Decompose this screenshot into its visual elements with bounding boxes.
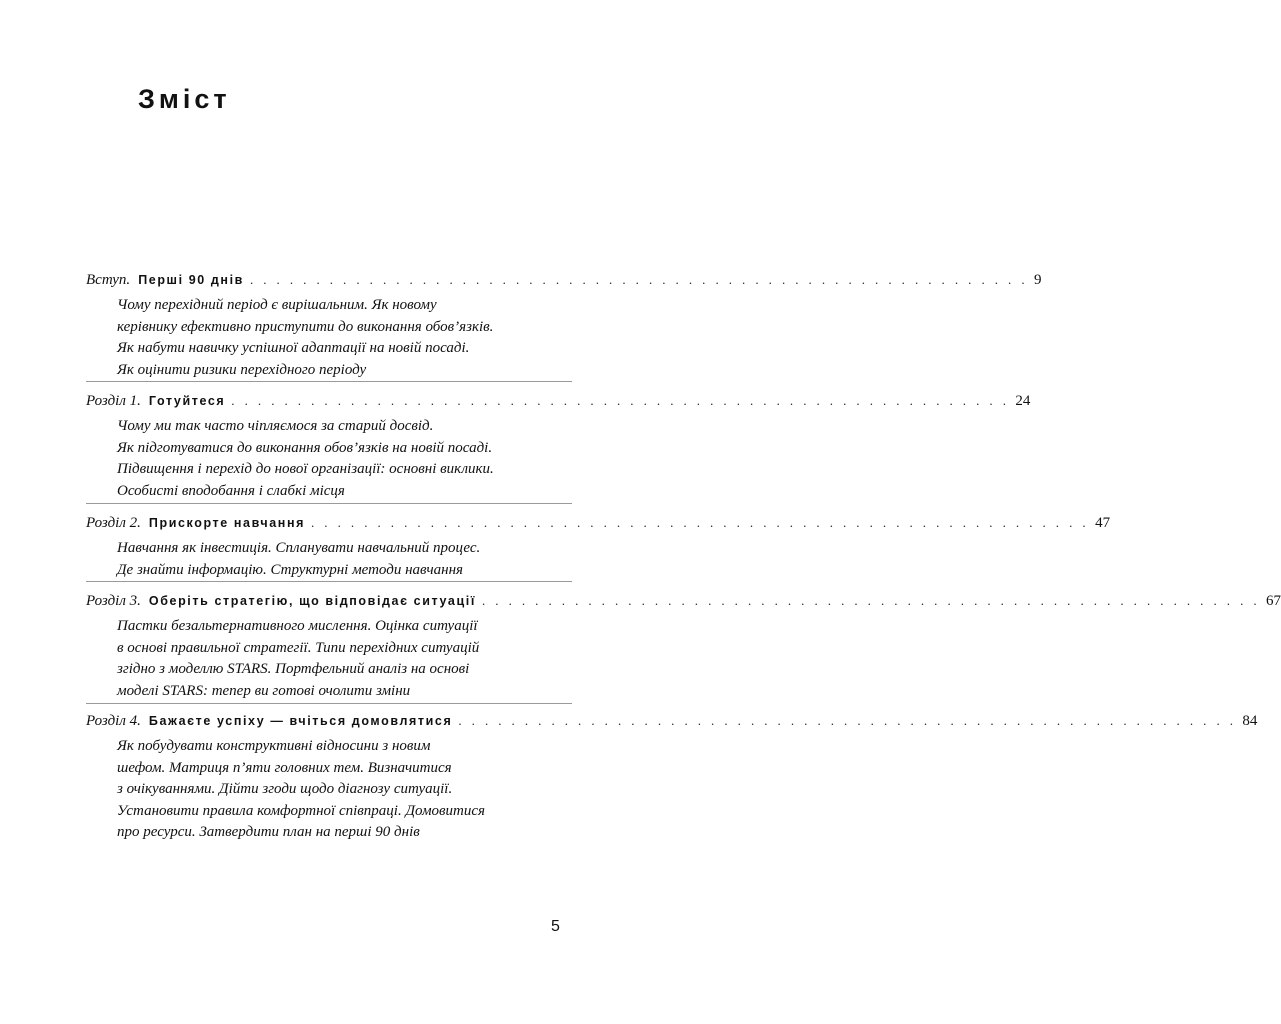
- description-line: про ресурси. Затвердити план на перші 90 днів: [117, 824, 420, 840]
- dot-leader: . . . . . . . . . . . . . . . . . . . . . . . . . . . . . . . . . . . . . . . . . . . . . . . . . . . . . . . . . . .: [231, 393, 1010, 408]
- toc-entry-description: [117, 416, 572, 502]
- toc-entry-description: [117, 616, 572, 702]
- dot-leader: . . . . . . . . . . . . . . . . . . . . . . . . . . . . . . . . . . . . . . . . . . . . . . . . . . . . . . . . . . .: [249, 272, 1029, 287]
- toc-entry-prefix: Розділ 4.: [86, 713, 141, 729]
- toc-entry-title: Готуйтеся: [148, 394, 226, 408]
- description-line: в основі правильної стратегії. Типи перехідних ситуацій: [117, 639, 480, 656]
- divider: [86, 581, 572, 582]
- toc-entry-description: [117, 295, 572, 381]
- description-line: шефом. Матриця п’яти головних тем. Визначитися: [117, 759, 452, 776]
- toc-entry-description: [117, 736, 572, 844]
- toc-entry-title: Перші 90 днів: [138, 273, 244, 287]
- dot-leader: . . . . . . . . . . . . . . . . . . . . . . . . . . . . . . . . . . . . . . . . . . . . . . . . . . . . . . . . . . .: [481, 593, 1261, 608]
- description-line: Пастки безальтернативного мислення. Оцінка ситуації: [117, 618, 478, 634]
- description-line: керівнику ефективно приступити до виконання обов’язків.: [117, 318, 494, 335]
- toc-entry-prefix: Розділ 1.: [86, 393, 141, 409]
- toc-entry-heading: [86, 390, 1031, 412]
- description-line: Установити правила комфортної співпраці. Домовитися: [117, 802, 485, 819]
- description-line: Як оцінити ризики перехідного періоду: [117, 361, 367, 378]
- toc-entry-intro: [86, 269, 1042, 381]
- toc-entry-title: Бажаєте успіху — вчіться домовлятися: [148, 714, 453, 728]
- toc-entry-heading: [86, 269, 1042, 291]
- divider: [86, 381, 572, 382]
- description-line: Чому ми так часто чіпляємося за старий досвід.: [117, 418, 434, 434]
- toc-entry-page: 24: [1015, 393, 1031, 409]
- toc-entry-page: 67: [1266, 593, 1281, 609]
- dot-leader: . . . . . . . . . . . . . . . . . . . . . . . . . . . . . . . . . . . . . . . . . . . . . . . . . . . . . . . . . . .: [311, 515, 1090, 530]
- toc-entry-prefix: Вступ.: [86, 272, 131, 288]
- toc-entry-page: 9: [1034, 272, 1042, 288]
- toc-entry-title: Оберіть стратегію, що відповідає ситуації: [148, 594, 476, 608]
- description-line: моделі STARS: тепер ви готові очолити зміни: [117, 682, 411, 699]
- page-title: Зміст: [138, 84, 231, 114]
- toc-entry-title: Прискорте навчання: [148, 516, 305, 530]
- description-line: Як набути навичку успішної адаптації на новій посаді.: [117, 340, 470, 356]
- page-number: 5: [551, 918, 560, 935]
- toc-entry-heading: [86, 512, 1111, 534]
- toc-entry-prefix: Розділ 3.: [86, 593, 141, 609]
- description-line: Як підготуватися до виконання обов’язків на новій посаді.: [117, 439, 493, 456]
- description-line: Підвищення і перехід до нової організації: основні виклики.: [117, 461, 494, 477]
- description-line: Навчання як інвестиція. Спланувати навчальний процес.: [117, 540, 481, 556]
- description-line: з очікуваннями. Дійти згоди щодо діагнозу ситуації.: [117, 781, 453, 797]
- dot-leader: . . . . . . . . . . . . . . . . . . . . . . . . . . . . . . . . . . . . . . . . . . . . . . . . . . . . . . . . . . .: [458, 713, 1237, 728]
- divider: [86, 703, 572, 704]
- toc-entry-description: [117, 538, 572, 581]
- description-line: Особисті вподобання і слабкі місця: [117, 482, 345, 499]
- description-line: Як побудувати конструктивні відносини з новим: [117, 738, 431, 754]
- description-line: Чому перехідний період є вирішальним. Як новому: [117, 297, 437, 313]
- toc-entry-page: 84: [1242, 713, 1258, 729]
- toc-entry-chapter-2: [86, 512, 1111, 581]
- description-line: Де знайти інформацію. Структурні методи навчання: [117, 561, 464, 578]
- description-line: згідно з моделлю STARS. Портфельний аналіз на основі: [117, 661, 470, 677]
- toc-entry-chapter-3: [86, 590, 1281, 702]
- toc-entry-chapter-1: [86, 390, 1031, 502]
- toc-entry-page: 47: [1095, 515, 1111, 531]
- toc-entry-chapter-4: [86, 710, 1258, 844]
- toc-entry-prefix: Розділ 2.: [86, 515, 141, 531]
- toc-entry-heading: [86, 710, 1258, 732]
- divider: [86, 503, 572, 504]
- toc-entry-heading: [86, 590, 1281, 612]
